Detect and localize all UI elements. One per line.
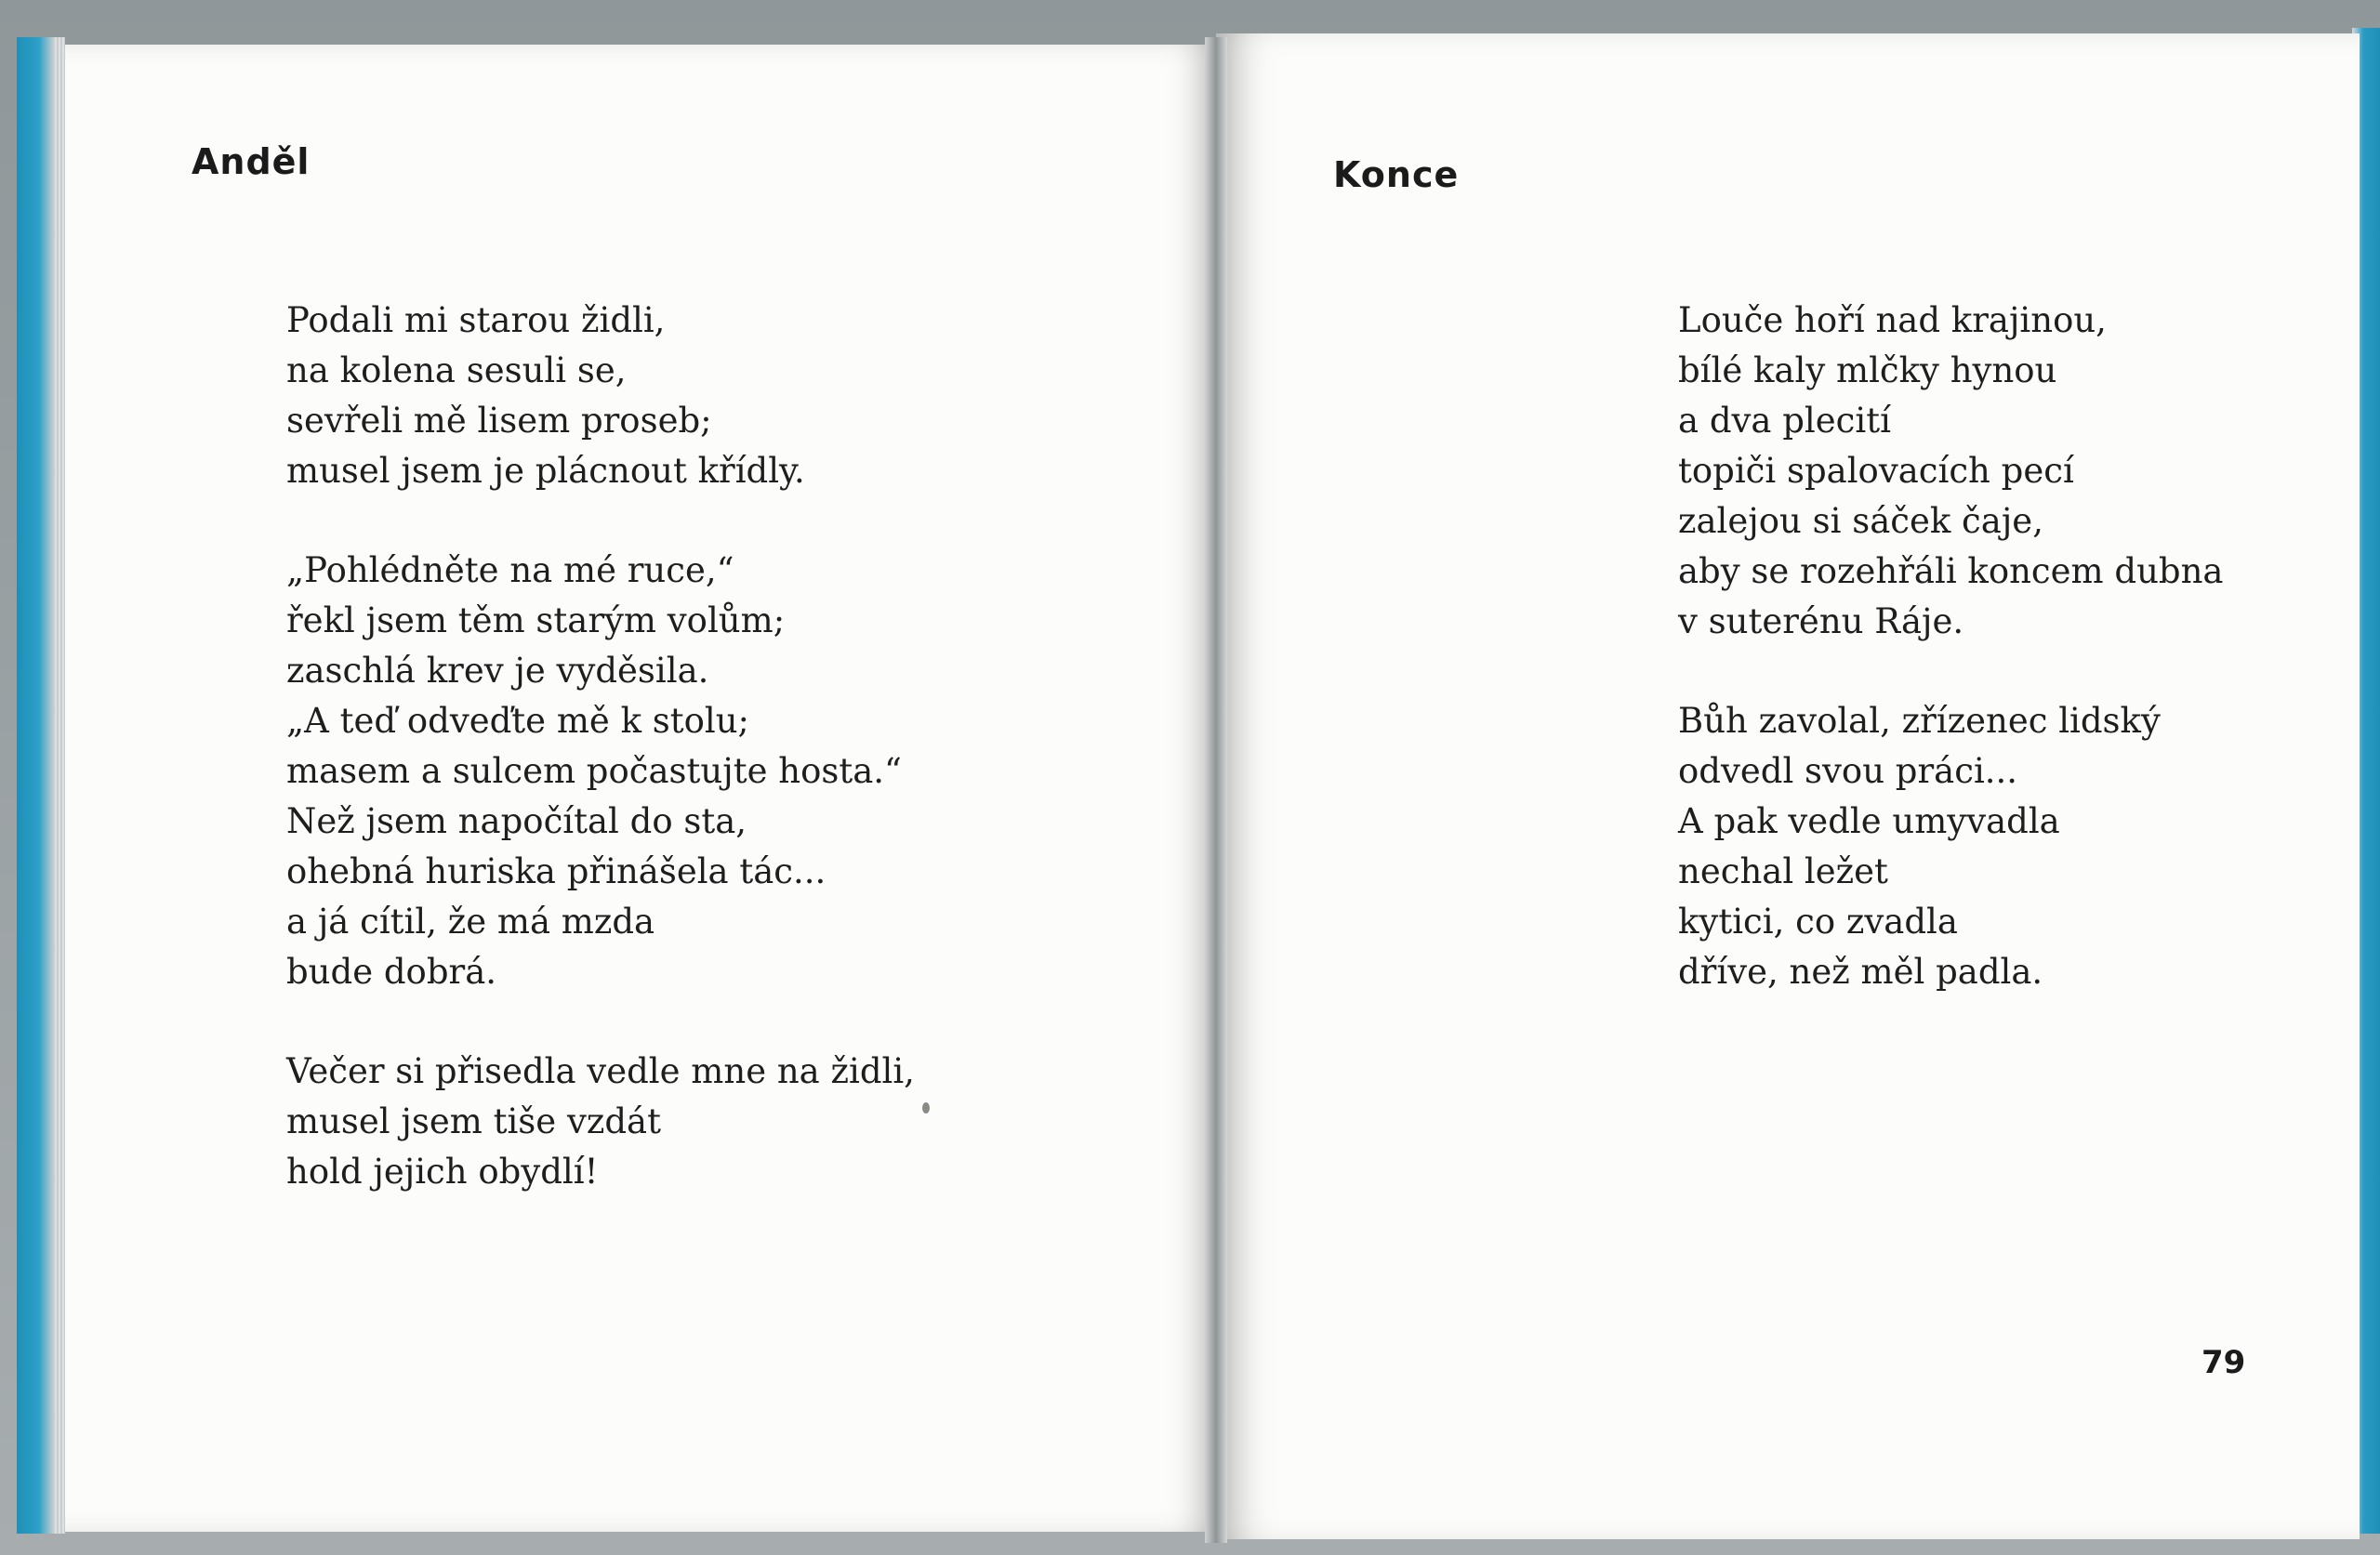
right-stanza-1 [1678, 296, 2224, 647]
poem-line: hold jejich obydlí! [286, 1152, 599, 1192]
poem-line: musel jsem je plácnout křídly. [286, 451, 805, 491]
poem-line: topiči spalovacích pecí [1678, 451, 2074, 491]
poem-line: řekl jsem těm starým volům; [286, 600, 786, 640]
right-poem-title: Konce [1333, 154, 1460, 195]
book-cover-edge-left [17, 37, 54, 1534]
ink-speck [922, 1102, 930, 1114]
poem-line: zalejou si sáček čaje, [1678, 501, 2043, 541]
poem-line: zaschlá krev je vyděsila. [286, 651, 709, 691]
poem-line: odvedl svou práci... [1678, 751, 2018, 791]
poem-line: aby se rozehřáli koncem dubna [1678, 551, 2224, 591]
right-stanza-2 [1678, 696, 2224, 997]
poem-line: na kolena sesuli se, [286, 350, 627, 390]
poem-line: a já cítil, že má mzda [286, 902, 655, 942]
book-gutter [1205, 37, 1227, 1543]
left-stanza-2 [286, 546, 915, 997]
poem-line: „A teď odveďte mě k stolu; [286, 701, 750, 741]
poem-line: musel jsem tiše vzdát [286, 1101, 661, 1141]
poem-line: Louče hoří nad krajinou, [1678, 300, 2107, 340]
poem-line: bílé kaly mlčky hynou [1678, 350, 2057, 390]
left-poem-title: Anděl [192, 141, 311, 182]
left-stanza-3 [286, 1047, 915, 1197]
poem-line: Podali mi starou židli, [286, 300, 666, 340]
poem-line: A pak vedle umyvadla [1678, 801, 2060, 841]
poem-line: dříve, než měl padla. [1678, 952, 2043, 992]
right-poem-body [1678, 296, 2224, 1047]
poem-line: masem a sulcem počastujte hosta.“ [286, 751, 902, 791]
poem-line: ohebná huriska přinášela tác... [286, 851, 826, 891]
poem-line: „Pohlédněte na mé ruce,“ [286, 550, 734, 590]
poem-line: bude dobrá. [286, 952, 497, 992]
page-number: 79 [2202, 1344, 2246, 1381]
poem-line: a dva plecití [1678, 401, 1891, 441]
left-poem-body [286, 296, 915, 1246]
poem-line: Bůh zavolal, zřízenec lidský [1678, 701, 2161, 741]
poem-line: Než jsem napočítal do sta, [286, 801, 747, 841]
poem-line: nechal ležet [1678, 851, 1888, 891]
poem-line: kytici, co zvadla [1678, 902, 1958, 942]
poem-line: v suterénu Ráje. [1678, 601, 1964, 641]
left-stanza-1 [286, 296, 915, 496]
page-edges [54, 37, 65, 1534]
poem-line: Večer si přisedla vedle mne na židli, [286, 1051, 915, 1091]
poem-line: sevřeli mě lisem proseb; [286, 401, 712, 441]
